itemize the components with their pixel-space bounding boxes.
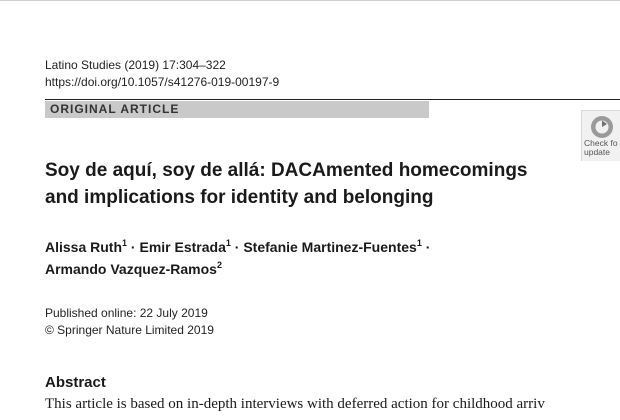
article-type-band	[45, 101, 429, 118]
author-separator: ·	[425, 239, 431, 255]
article-title	[45, 157, 565, 211]
abstract-heading: Abstract	[45, 374, 106, 391]
abstract-text: This article is based on in-depth interviews with deferred action for childhood arriv	[45, 396, 545, 412]
title-line-2: and implications for identity and belonging	[45, 187, 434, 208]
author-affiliation: 1	[122, 238, 128, 248]
check-for-updates-icon	[589, 115, 615, 139]
journal-citation-block	[45, 57, 279, 91]
publication-info	[45, 305, 214, 339]
title-line-1: Soy de aquí, soy de allá: DACAmented homecomings	[45, 160, 528, 181]
check-for-updates-badge[interactable]	[581, 110, 620, 161]
header-rule	[45, 99, 620, 100]
author-affiliation: 2	[216, 260, 222, 270]
journal-citation: Latino Studies (2019) 17:304–322	[45, 58, 226, 72]
author-separator: ·	[234, 239, 240, 255]
author-affiliation: 1	[225, 238, 231, 248]
badge-line-2: update	[584, 147, 610, 157]
copyright-notice: © Springer Nature Limited 2019	[45, 323, 214, 337]
author-name[interactable]: Stefanie Martinez-Fuentes	[243, 239, 417, 255]
author-affiliation: 1	[416, 238, 422, 248]
author-name[interactable]: Alissa Ruth	[45, 239, 123, 255]
published-date: Published online: 22 July 2019	[45, 306, 208, 320]
article-type-label: ORIGINAL ARTICLE	[50, 102, 180, 116]
author-name[interactable]: Armando Vazquez-Ramos	[45, 261, 217, 277]
author-list	[45, 236, 565, 280]
author-separator: ·	[130, 239, 136, 255]
page-top-border	[0, 0, 620, 1]
author-name[interactable]: Emir Estrada	[139, 239, 226, 255]
doi-link[interactable]: https://doi.org/10.1057/s41276-019-00197-9	[45, 75, 280, 89]
badge-line-1: Check fo	[584, 138, 618, 148]
